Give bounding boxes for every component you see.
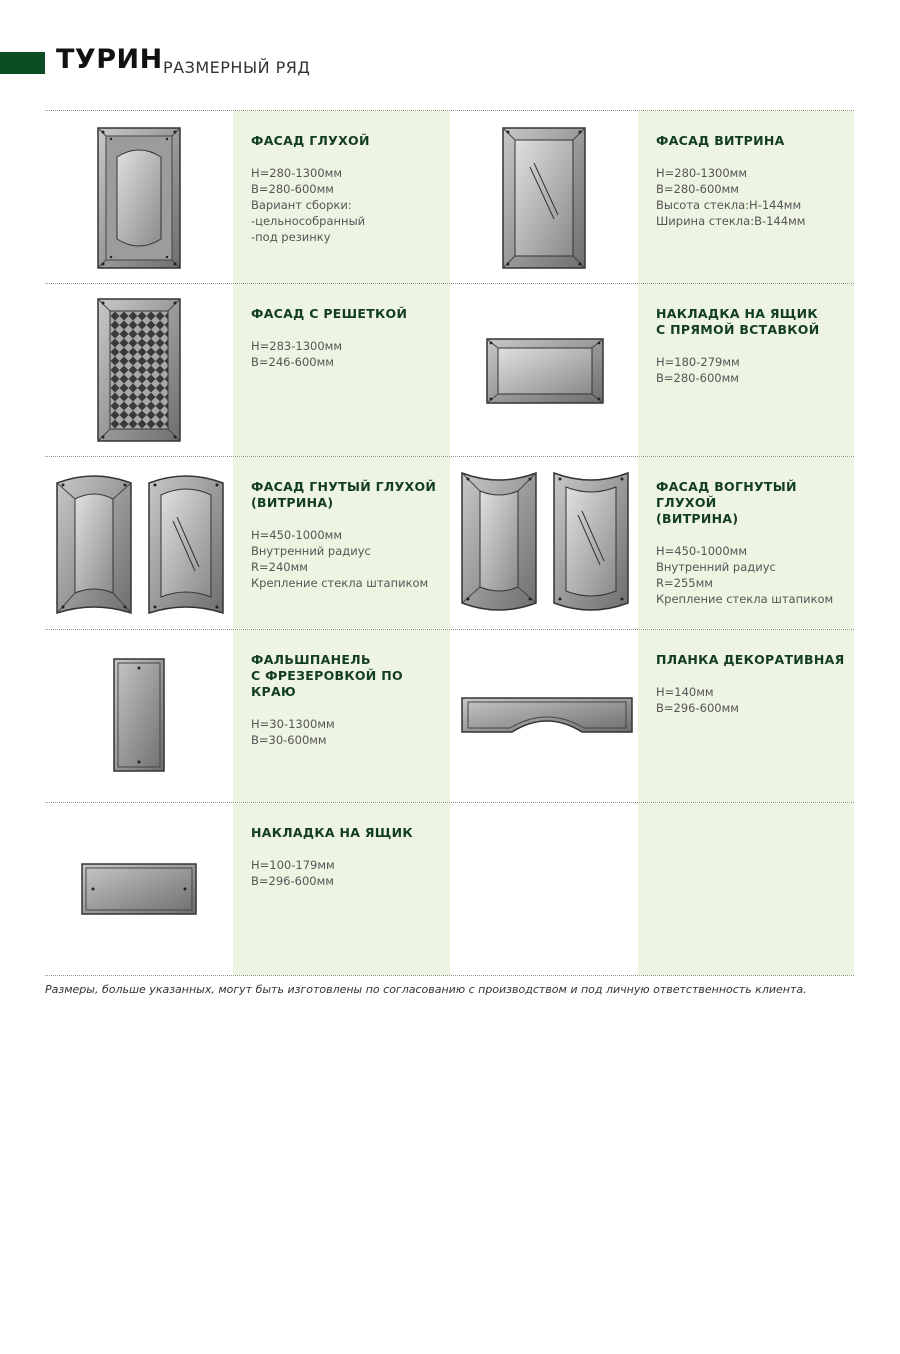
page-subtitle: РАЗМЕРНЫЙ РЯД <box>163 58 311 77</box>
product-description <box>638 284 854 456</box>
drawer-front-drawing <box>81 863 197 915</box>
product-title: ФАСАД ГНУТЫЙ ГЛУХОЙ (ВИТРИНА) <box>251 479 437 510</box>
empty-panel <box>638 803 854 975</box>
product-title: ФАСАД ВОГНУТЫЙ ГЛУХОЙ (ВИТРИНА) <box>656 479 797 526</box>
concave-showcase-facade-drawing <box>552 471 630 615</box>
product-description <box>638 630 854 802</box>
product-description <box>233 284 450 456</box>
product-description <box>233 457 450 629</box>
product-specs: H=140мм B=296-600мм <box>656 685 739 715</box>
grid-row <box>45 629 854 802</box>
product-title: НАКЛАДКА НА ЯЩИК С ПРЯМОЙ ВСТАВКОЙ <box>656 306 820 337</box>
product-specs: H=450-1000мм Внутренний радиус R=240мм Крепление стекла штапиком <box>251 528 429 590</box>
drawer-front-insert-drawing <box>486 338 604 404</box>
product-image <box>45 803 233 975</box>
grid-row <box>45 802 854 976</box>
product-title: ПЛАНКА ДЕКОРАТИВНАЯ <box>656 652 845 667</box>
footnote: Размеры, больше указанных, могут быть изготовлены по согласованию с производством и под личную ответственность клиента. <box>45 983 807 996</box>
product-description <box>638 111 854 283</box>
product-specs: H=280-1300мм B=280-600мм Высота стекла:H-144мм Ширина стекла:B-144мм <box>656 166 806 228</box>
product-image <box>450 111 638 283</box>
product-description <box>233 630 450 802</box>
product-image <box>450 630 638 802</box>
curved-showcase-facade-drawing <box>147 471 225 615</box>
false-panel-drawing <box>113 658 165 772</box>
product-specs: H=180-279мм B=280-600мм <box>656 355 740 385</box>
concave-blind-facade-drawing <box>460 471 538 615</box>
product-description <box>638 457 854 629</box>
product-specs: H=280-1300мм B=280-600мм Вариант сборки: -цельнособранный -под резинку <box>251 166 366 244</box>
grid-row <box>45 456 854 629</box>
lattice-facade-drawing <box>97 298 181 442</box>
product-specs: H=30-1300мм B=30-600мм <box>251 717 335 747</box>
product-title: ФАСАД ГЛУХОЙ <box>251 133 370 148</box>
product-specs: H=100-179мм B=296-600мм <box>251 858 335 888</box>
blind-facade-drawing <box>97 127 181 269</box>
grid-row <box>45 110 854 283</box>
product-grid <box>45 110 854 976</box>
product-title: ФАСАД ВИТРИНА <box>656 133 785 148</box>
page-title: ТУРИН <box>56 44 163 75</box>
product-description <box>233 111 450 283</box>
grid-row <box>45 283 854 456</box>
empty-cell <box>450 803 638 975</box>
decorative-strip-drawing <box>460 696 634 736</box>
showcase-facade-drawing <box>502 127 586 269</box>
curved-blind-facade-drawing <box>55 471 133 615</box>
product-specs: H=283-1300мм B=246-600мм <box>251 339 343 369</box>
product-image <box>450 284 638 456</box>
product-image <box>45 630 233 802</box>
product-title: ФАЛЬШПАНЕЛЬ С ФРЕЗЕРОВКОЙ ПО КРАЮ <box>251 652 403 699</box>
product-title: ФАСАД С РЕШЕТКОЙ <box>251 306 408 321</box>
brand-bar <box>0 52 45 74</box>
product-image <box>45 284 233 456</box>
product-image <box>45 457 233 629</box>
product-image <box>45 111 233 283</box>
product-specs: H=450-1000мм Внутренний радиус R=255мм Крепление стекла штапиком <box>656 544 834 606</box>
product-image <box>450 457 638 629</box>
product-title: НАКЛАДКА НА ЯЩИК <box>251 825 413 840</box>
product-description <box>233 803 450 975</box>
